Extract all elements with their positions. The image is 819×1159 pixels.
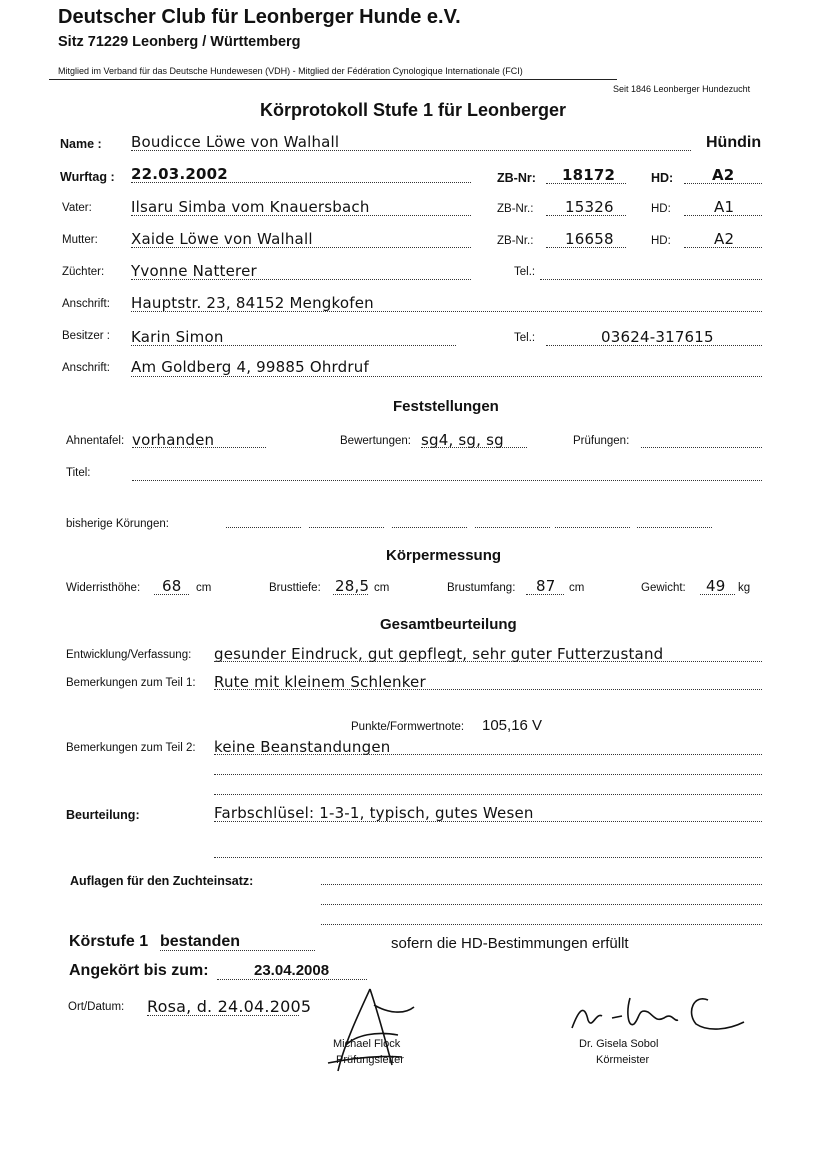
entwicklung-dotline — [214, 661, 762, 662]
vater-dotline — [131, 215, 471, 216]
header-divider — [49, 79, 617, 80]
koerstufe-dotline — [160, 950, 315, 951]
pruefungen-label: Prüfungen: — [573, 435, 630, 447]
anschrift2-dotline — [131, 376, 762, 377]
koerstufe-label: Körstufe 1 — [69, 933, 149, 950]
besitzer-tel-label: Tel.: — [514, 332, 536, 344]
feststellungen-heading: Feststellungen — [393, 398, 499, 415]
page-title: Körprotokoll Stufe 1 für Leonberger — [260, 100, 567, 120]
vater-name: Ilsaru Simba vom Knauersbach — [131, 198, 370, 216]
brustumfang-label: Brustumfang: — [447, 582, 516, 594]
beurteilung-value: Farbschlüsel: 1-3-1, typisch, gutes Wesen — [214, 804, 534, 822]
vater-zb-value: 15326 — [565, 198, 614, 216]
ahnentafel-value: vorhanden — [132, 431, 215, 449]
bem1-label: Bemerkungen zum Teil 1: — [66, 677, 196, 689]
gesamt-heading: Gesamtbeurteilung — [380, 616, 517, 633]
vater-hd-value: A1 — [714, 198, 735, 216]
zuechter-name: Yvonne Natterer — [131, 262, 257, 280]
ort-value: Rosa, d. 24.04.2005 — [147, 997, 312, 1016]
vater-hd-label: HD: — [651, 203, 671, 215]
besitzer-label: Besitzer : — [62, 330, 110, 342]
club-name: Deutscher Club für Leonberger Hunde e.V. — [58, 6, 461, 28]
club-seat: Sitz 71229 Leonberg / Württemberg — [58, 34, 301, 50]
mutter-hd-value: A2 — [714, 230, 735, 248]
hd-label: HD: — [651, 171, 674, 185]
signer-1-name: Michael Flock — [333, 1038, 401, 1050]
brusttiefe-dotline — [333, 594, 368, 595]
gewicht-unit: kg — [738, 582, 751, 594]
brusttiefe-label: Brusttiefe: — [269, 582, 321, 594]
titel-dotline — [132, 480, 762, 481]
vater-hd-dotline — [684, 215, 762, 216]
koerungen-dotline-6 — [637, 527, 712, 528]
mutter-hd-dotline — [684, 247, 762, 248]
bem1-value: Rute mit kleinem Schlenker — [214, 673, 426, 691]
hd-dotline — [684, 183, 762, 184]
bewertungen-value: sg4, sg, sg — [421, 431, 504, 449]
zb-value: 18172 — [562, 166, 616, 184]
punkte-value: 105,16 V — [482, 717, 543, 734]
widerrist-label: Widerristhöhe: — [66, 582, 141, 594]
zuechter-label: Züchter: — [62, 266, 105, 278]
hd-condition: sofern die HD-Bestimmungen erfüllt — [391, 935, 629, 952]
auflagen-dotline-2 — [321, 904, 762, 905]
anschrift1-value: Hauptstr. 23, 84152 Mengkofen — [131, 294, 374, 312]
brustumfang-dotline — [526, 594, 564, 595]
widerrist-dotline — [154, 594, 189, 595]
beurteilung-dotline-1 — [214, 821, 762, 822]
mutter-zb-label: ZB-Nr.: — [497, 235, 534, 247]
besitzer-name: Karin Simon — [131, 328, 224, 346]
ahnentafel-label: Ahnentafel: — [66, 435, 125, 447]
signature-2-scribble — [568, 990, 758, 1035]
wurftag-dotline — [131, 182, 471, 183]
bewertungen-dotline — [421, 447, 527, 448]
angekoert-dotline — [217, 979, 367, 980]
wurftag-label: Wurftag : — [60, 170, 115, 184]
ort-label: Ort/Datum: — [68, 1001, 125, 1013]
signer-1-role: Prüfungsleiter — [336, 1054, 404, 1066]
koerungen-dotline-4 — [475, 527, 550, 528]
widerrist-unit: cm — [196, 582, 212, 594]
besitzer-dotline — [131, 345, 456, 346]
name-dotline — [131, 150, 691, 151]
membership-line: Mitglied im Verband für das Deutsche Hundewesen (VDH) - Mitglied der Fédération Cynologique Internationale (FCI) — [58, 66, 523, 76]
koerungen-label: bisherige Körungen: — [66, 518, 169, 530]
zb-dotline — [546, 183, 626, 184]
besitzer-tel-dotline — [546, 345, 762, 346]
hd-value: A2 — [712, 166, 735, 184]
mutter-zb-dotline — [546, 247, 626, 248]
bem2-value: keine Beanstandungen — [214, 738, 391, 756]
signer-2-role: Körmeister — [596, 1054, 650, 1066]
wurftag-value: 22.03.2002 — [131, 165, 228, 183]
gewicht-value: 49 — [706, 577, 726, 595]
brusttiefe-value: 28,5 — [335, 577, 370, 595]
auflagen-dotline-3 — [321, 924, 762, 925]
bem2-label: Bemerkungen zum Teil 2: — [66, 742, 196, 754]
koerungen-dotline-1 — [226, 527, 301, 528]
vater-label: Vater: — [62, 202, 92, 214]
entwicklung-value: gesunder Eindruck, gut gepflegt, sehr guter Futterzustand — [214, 645, 664, 663]
auflagen-label: Auflagen für den Zuchteinsatz: — [70, 874, 254, 888]
widerrist-value: 68 — [162, 577, 182, 595]
sex-value: Hündin — [706, 134, 762, 151]
dog-name: Boudicce Löwe von Walhall — [131, 133, 340, 151]
since-note: Seit 1846 Leonberger Hundezucht — [613, 84, 751, 94]
brusttiefe-unit: cm — [374, 582, 390, 594]
signer-2-name: Dr. Gisela Sobol — [579, 1038, 659, 1050]
koerungen-dotline-2 — [309, 527, 384, 528]
vater-zb-label: ZB-Nr.: — [497, 203, 534, 215]
koerungen-dotline-5 — [555, 527, 630, 528]
titel-label: Titel: — [66, 467, 91, 479]
gewicht-label: Gewicht: — [641, 582, 686, 594]
zuechter-tel-label: Tel.: — [514, 266, 536, 278]
auflagen-dotline-1 — [321, 884, 762, 885]
brustumfang-unit: cm — [569, 582, 585, 594]
anschrift1-dotline — [131, 311, 762, 312]
brustumfang-value: 87 — [536, 577, 556, 595]
anschrift2-value: Am Goldberg 4, 99885 Ohrdruf — [131, 358, 369, 376]
koerstufe-value: bestanden — [160, 933, 241, 950]
beurteilung-dotline-2 — [214, 857, 762, 858]
name-label: Name : — [60, 137, 102, 151]
zuechter-tel-dotline — [540, 279, 762, 280]
angekoert-value: 23.04.2008 — [254, 962, 330, 979]
gewicht-dotline — [700, 594, 735, 595]
mutter-label: Mutter: — [62, 234, 98, 246]
mutter-hd-label: HD: — [651, 235, 671, 247]
koerungen-dotline-3 — [392, 527, 467, 528]
anschrift1-label: Anschrift: — [62, 298, 110, 310]
beurteilung-label: Beurteilung: — [66, 808, 140, 822]
entwicklung-label: Entwicklung/Verfassung: — [66, 649, 192, 661]
mutter-name: Xaide Löwe von Walhall — [131, 230, 313, 248]
anschrift2-label: Anschrift: — [62, 362, 110, 374]
ahnentafel-dotline — [132, 447, 266, 448]
bem2-dotline-3 — [214, 794, 762, 795]
angekoert-label: Angekört bis zum: — [69, 962, 209, 979]
zb-label: ZB-Nr: — [497, 171, 536, 185]
bem2-dotline-1 — [214, 754, 762, 755]
pruefungen-dotline — [641, 447, 762, 448]
punkte-label: Punkte/Formwertnote: — [351, 721, 465, 733]
besitzer-tel: 03624-317615 — [601, 328, 714, 346]
mutter-zb-value: 16658 — [565, 230, 614, 248]
bem2-dotline-2 — [214, 774, 762, 775]
bewertungen-label: Bewertungen: — [340, 435, 411, 447]
bem1-dotline — [214, 689, 762, 690]
mutter-dotline — [131, 247, 471, 248]
vater-zb-dotline — [546, 215, 626, 216]
ort-dotline — [147, 1015, 299, 1016]
zuechter-dotline — [131, 279, 471, 280]
koerpermessung-heading: Körpermessung — [386, 547, 502, 564]
